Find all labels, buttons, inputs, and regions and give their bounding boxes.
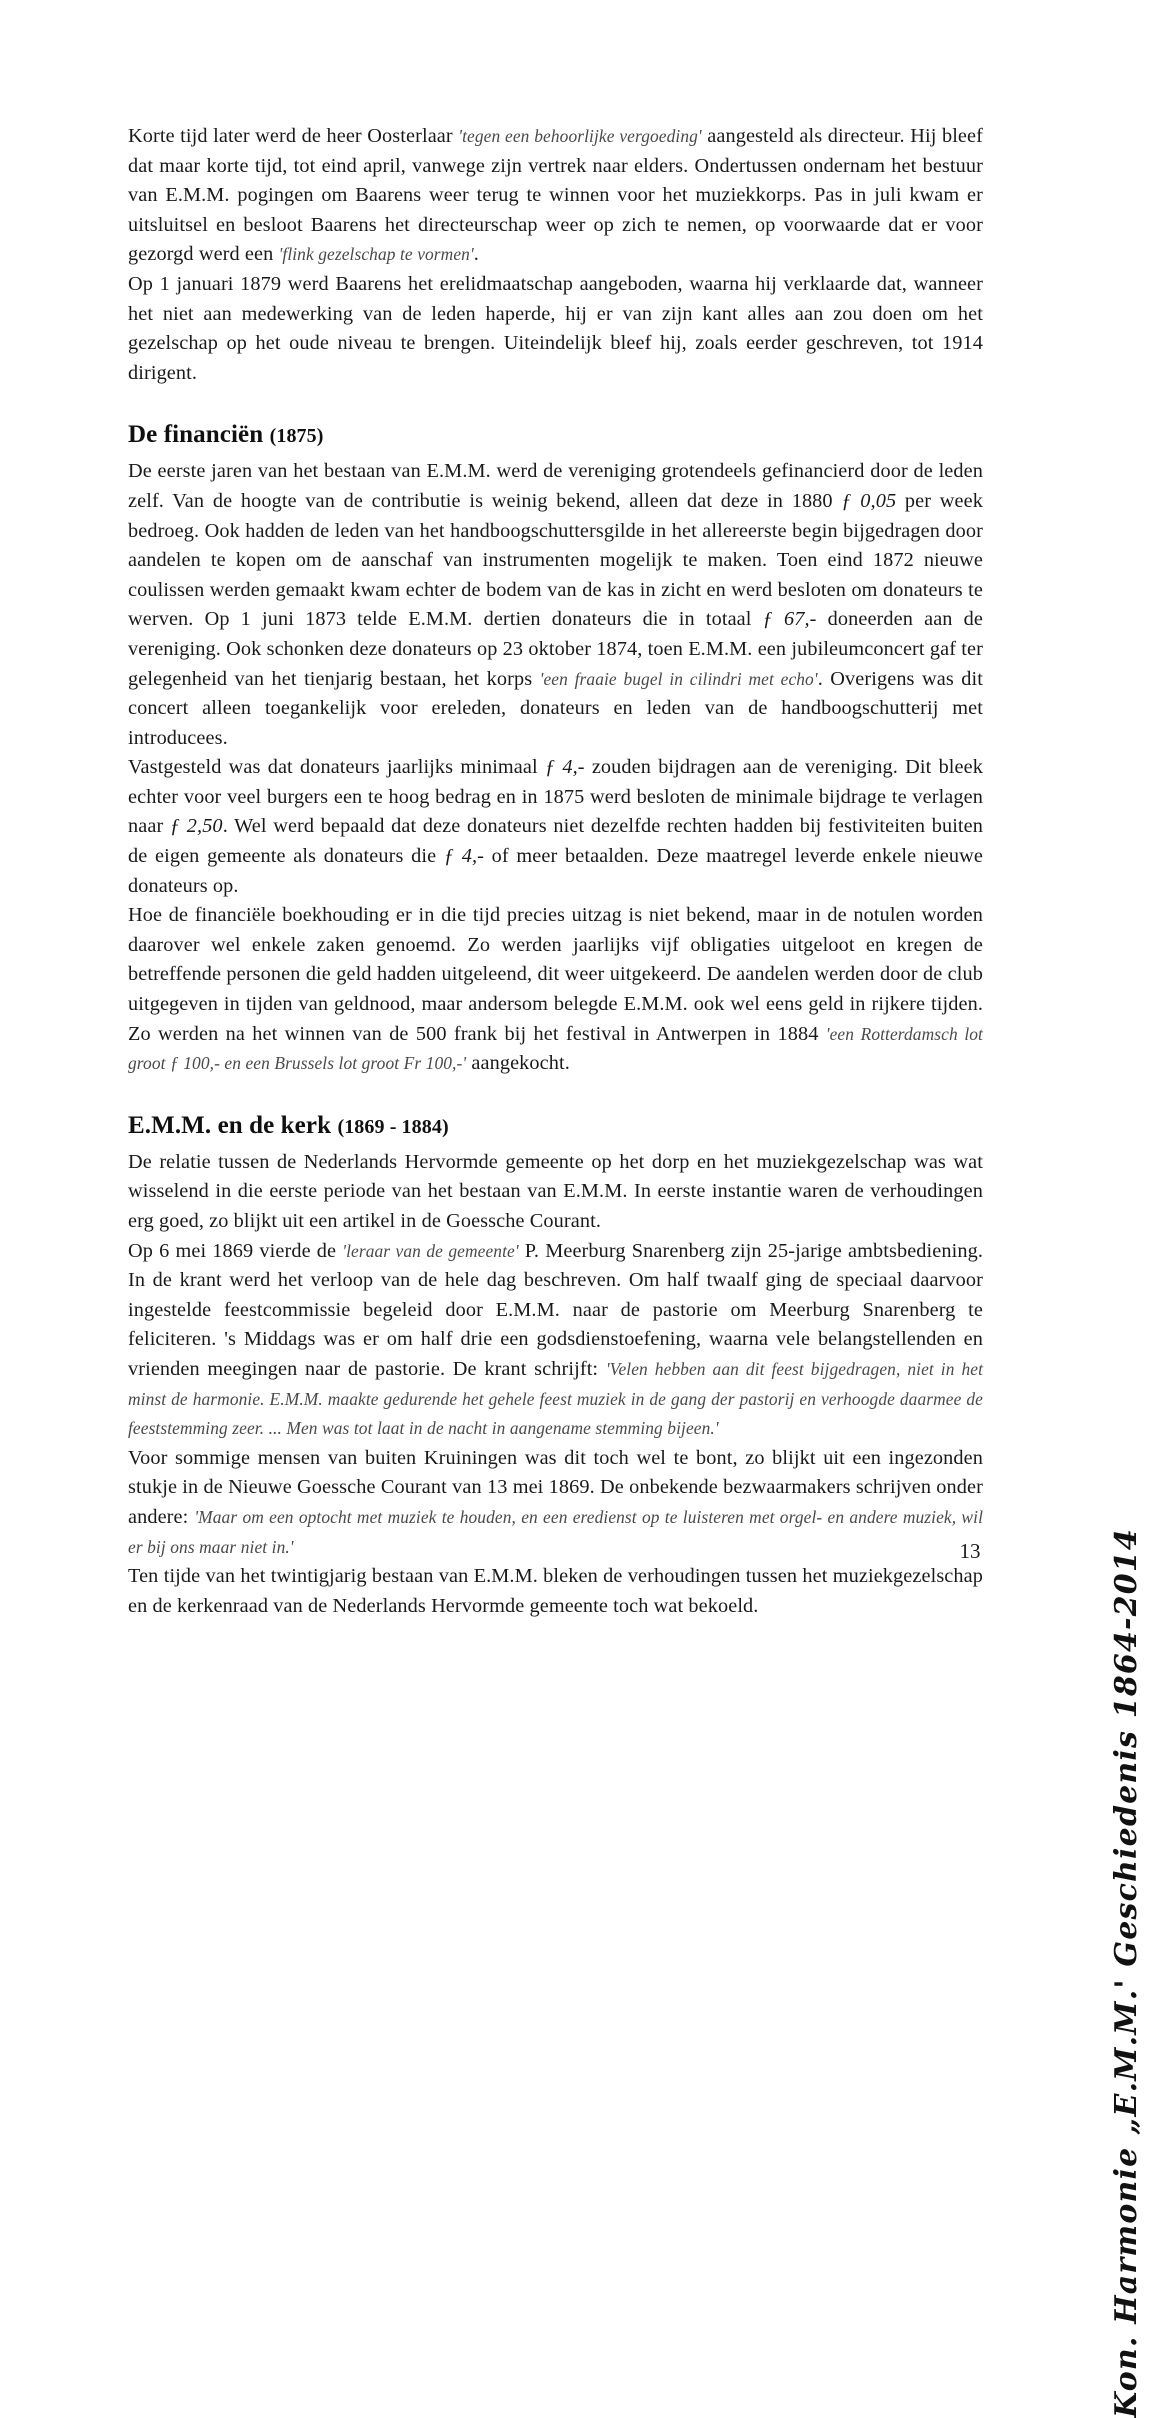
page-number-value: 13 <box>959 1539 981 1563</box>
inline-quote-gezelschap: 'flink gezelschap te vormen' <box>278 244 474 265</box>
paragraph-text-part: . Overigens was dit concert alleen toegankelijk voor ereleden, donateurs en leden van de handboogschutterij met introducees. <box>128 667 983 749</box>
paragraph-text-part: of meer betaalden. Deze maatregel leverde enkele nieuwe donateurs op. <box>128 845 984 897</box>
paragraph-text-part: Voor sommige mensen van buiten Kruiningen was dit toch wel te bont, zo blijkt uit een ingezonden stukje in de Nieuwe Goessche Courant van 13 mei 1869. De onbekende bezwaarmakers schrijven onder andere: <box>128 1446 983 1528</box>
paragraph-oosterlaar <box>128 122 983 270</box>
paragraph-text-part: De eerste jaren van het bestaan van E.M.M. werd de vereniging grotendeels gefinancierd door de leden zelf. Van de hoogte van de contributie is weinig bekend, alleen dat deze in 1880 <box>128 460 983 512</box>
paragraph-boekhouding <box>128 901 983 1079</box>
heading-emm-en-de-kerk <box>128 1109 983 1144</box>
paragraph-text-part: . <box>473 243 479 266</box>
inline-quote-bugel: 'een fraaie bugel in cilindri met echo' <box>539 668 818 689</box>
paragraph-financiering <box>128 457 983 753</box>
paragraph-relatie-kerk: De relatie tussen de Nederlands Hervormde gemeente op het dorp en het muziekgezelschap was wat wisselend in die eerste periode van het bestaan van E.M.M. In eerste instantie waren de verhoudingen erg goed, zo blijkt uit een artikel in de Goessche Courant. <box>128 1150 983 1232</box>
heading-year-range: (1869 - 1884) <box>337 1115 449 1138</box>
paragraph-text-part: zouden bijdragen aan de vereniging. Dit bleek echter voor veel burgers een te hoog bedrag en in 1875 werd besloten de minimale bijdrage te verlagen naar <box>128 756 983 838</box>
inline-quote-krantbericht: 'Velen hebben aan dit feest bijgedragen, niet in het minst de harmonie. E.M.M. maakte gedurende het gehele feest muziek in de gang der pastorij en verhoogde daarmee de feeststemming zeer. ... Men was tot laat in de nacht in aangename stemming bijeen.' <box>128 1358 983 1439</box>
paragraph-ambtsbediening <box>128 1237 983 1444</box>
paragraph-twintigjarig-bestaan: Ten tijde van het twintigjarig bestaan van E.M.M. bleken de verhoudingen tussen het muziekgezelschap en de kerkenraad van de Nederlands Hervormde gemeente toch wat bekoeld. <box>128 1565 983 1617</box>
page-content <box>128 122 983 1621</box>
paragraph-text-part: . Wel werd bepaald dat deze donateurs niet dezelfde rechten hadden bij festiviteiten buiten de eigen gemeente als donateurs die <box>128 815 983 868</box>
paragraph-text-part: doneerden aan de vereniging. Ook schonken deze donateurs op 23 oktober 1874, toen E.M.M. een jubileumconcert gaf ter gelegenheid van het tienjarig bestaan, het korps <box>128 608 983 690</box>
heading-de-financien <box>128 418 983 453</box>
inline-quote-ingezonden: 'Maar om een optocht met muziek te houden, en een eredienst op te luisteren met orgel- en andere muziek, wil er bij ons maar niet in.' <box>128 1506 983 1557</box>
inline-quote-vergoeding: 'tegen een behoorlijke vergoeding' <box>458 126 702 146</box>
paragraph-donateurs-bijdrage <box>128 753 983 901</box>
heading-year-range: (1875) <box>269 425 324 448</box>
paragraph-erelidmaatschap: Op 1 januari 1879 werd Baarens het erelidmaatschap aangeboden, waarna hij verklaarde dat, wanneer het niet aan medewerking van de leden haperde, hij er van zijn kant alles aan zou doen om het gezelschap op het oude niveau te brengen. Uiteindelijk bleef hij, zoals eerder geschreven, tot 1914 dirigent. <box>128 272 983 384</box>
paragraph-text-part: aangesteld als directeur. Hij bleef dat maar korte tijd, tot eind april, vanwege zijn vertrek naar elders. Ondertussen ondernam het bestuur van E.M.M. pogingen om Baarens weer terug te winnen voor het muziekkorps. Pas in juli kwam er uitsluitsel en besloot Baarens het directeurschap weer op zich te nemen, op voorwaarde dat er voor gezorgd werd een <box>128 125 983 266</box>
side-book-title: Kon. Harmonie „E.M.M.' Geschiedenis 1864-2014 <box>1109 1528 1144 2418</box>
heading-title-text: De financiën <box>128 421 264 449</box>
inline-quote-leraar: 'leraar van de gemeente' <box>342 1240 519 1261</box>
amount-value: ƒ 67,- <box>762 608 817 631</box>
heading-title-text: E.M.M. en de kerk <box>128 1111 332 1139</box>
amount-value: ƒ 4,- <box>443 845 485 868</box>
paragraph-text-part: per week bedroeg. Ook hadden de leden van het handboogschuttersgilde in het allereerste begin bijgedragen door aandelen te kopen om de aanschaf van instrumenten mogelijk te maken. Toen eind 1872 nieuwe coulissen werden gemaakt kwam echter de bodem van de kas in zicht en werd besloten om donateurs te werven. Op 1 juni 1873 telde E.M.M. dertien donateurs die in totaal <box>128 489 983 631</box>
paragraph-text-part: P. Meerburg Snarenberg zijn 25-jarige ambtsbediening. In de krant werd het verloop van de hele dag beschreven. Om half twaalf ging de speciaal daarvoor ingestelde feestcommissie begeleid door E.M.M. naar de pastorie om Meerburg Snarenberg te feliciteren. 's Middags was er om half drie een godsdienstoefening, waarna vele belangstellenden en vrienden meegingen naar de pastorie. De krant schrijft: <box>128 1239 984 1380</box>
paragraph-text-part: Vastgesteld was dat donateurs jaarlijks minimaal <box>128 756 545 779</box>
amount-value: ƒ 0,05 <box>841 489 897 512</box>
page-number <box>0 1539 1170 1564</box>
amount-value: ƒ 2,50 <box>169 815 223 838</box>
paragraph-text-part: Op 6 mei 1869 vierde de <box>128 1239 343 1262</box>
paragraph-text-part: aangekocht. <box>466 1052 570 1075</box>
paragraph-text-part: Hoe de financiële boekhouding er in die tijd precies uitzag is niet bekend, maar in de notulen worden daarover wel enkele zaken genoemd. Zo werden jaarlijks vijf obligaties uitgeloot en kregen de betreffende personen die geld hadden uitgeleend, dit weer uitgekeerd. De aandelen werden door de club uitgegeven in tijden van geldnood, maar andersom belegde E.M.M. ook wel eens geld in rijkere tijden. Zo werden na het winnen van de 500 frank bij het festival in Antwerpen in 1884 <box>128 904 983 1045</box>
inline-quote-loten: 'een Rotterdamsch lot groot ƒ 100,- en een Brussels lot groot Fr 100,-' <box>128 1023 983 1074</box>
paragraph-text-part: Korte tijd later werd de heer Oosterlaar <box>128 125 459 147</box>
amount-value: ƒ 4,- <box>544 756 585 779</box>
